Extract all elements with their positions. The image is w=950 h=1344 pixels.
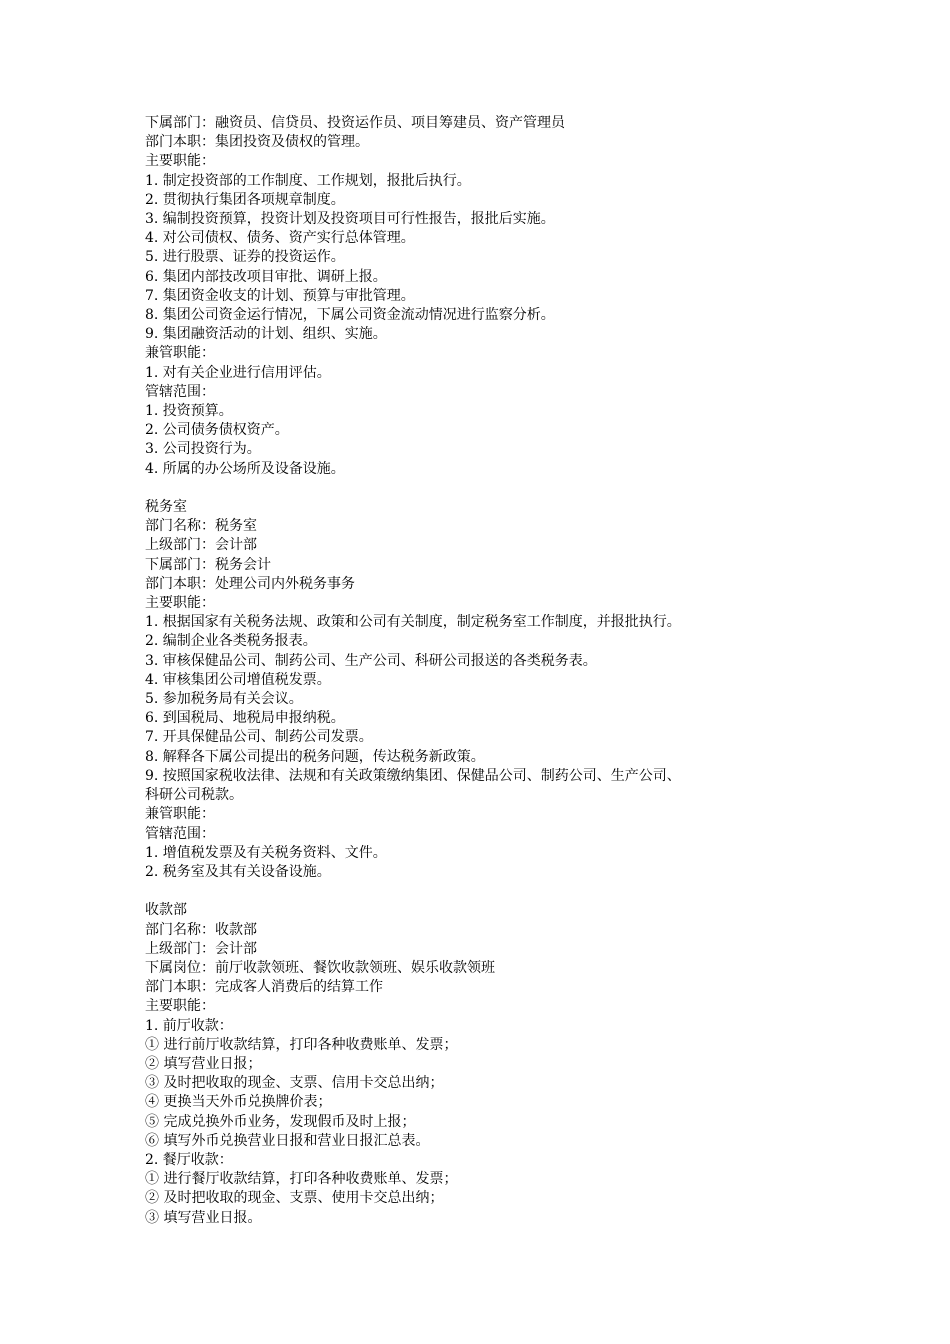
text-line: 8. 集团公司资金运行情况，下属公司资金流动情况进行监察分析。 <box>145 307 555 324</box>
text-line: ⑤ 完成兑换外币业务，发现假币及时上报； <box>145 1113 416 1130</box>
text-line: 部门名称：税务室 <box>145 518 257 535</box>
text-line: 2. 公司债务债权资产。 <box>145 422 289 439</box>
text-line: 4. 审核集团公司增值税发票。 <box>145 671 331 688</box>
text-line: 5. 进行股票、证券的投资运作。 <box>145 249 345 266</box>
text-line: ③ 及时把收取的现金、支票、信用卡交总出纳； <box>145 1075 444 1092</box>
text-line: 部门本职：完成客人消费后的结算工作 <box>145 979 383 996</box>
text-line: 主要职能： <box>145 998 215 1015</box>
text-line: 1. 根据国家有关税务法规、政策和公司有关制度，制定税务室工作制度，并报批执行。 <box>145 614 681 631</box>
document-body <box>145 114 825 1228</box>
text-line: 管辖范围： <box>145 383 215 400</box>
text-line: 8. 解释各下属公司提出的税务问题，传达税务新政策。 <box>145 748 485 765</box>
text-line: ① 进行餐厅收款结算，打印各种收费账单、发票； <box>145 1171 458 1188</box>
text-line: 6. 集团内部技改项目审批、调研上报。 <box>145 268 387 285</box>
text-line: 主要职能： <box>145 153 215 170</box>
text-line: 部门名称：收款部 <box>145 921 257 938</box>
text-line: ② 填写营业日报； <box>145 1055 262 1072</box>
text-line: ② 及时把收取的现金、支票、使用卡交总出纳； <box>145 1190 444 1207</box>
text-line: ④ 更换当天外币兑换牌价表； <box>145 1094 332 1111</box>
text-line: 兼管职能： <box>145 806 215 823</box>
section-tax-office <box>145 498 825 882</box>
text-line: ⑥ 填写外币兑换营业日报和营业日报汇总表。 <box>145 1132 430 1149</box>
text-line: 4. 所属的办公场所及设备设施。 <box>145 460 345 477</box>
paragraph-spacer <box>145 882 825 901</box>
text-line: 主要职能： <box>145 595 215 612</box>
text-line: 6. 到国税局、地税局申报纳税。 <box>145 710 345 727</box>
text-line: 3. 编制投资预算，投资计划及投资项目可行性报告，报批后实施。 <box>145 211 555 228</box>
text-line: 5. 参加税务局有关会议。 <box>145 691 303 708</box>
text-line: 2. 贯彻执行集团各项规章制度。 <box>145 191 345 208</box>
text-line: 9. 按照国家税收法律、法规和有关政策缴纳集团、保健品公司、制药公司、生产公司、 <box>145 767 681 784</box>
text-line: 4. 对公司债权、债务、资产实行总体管理。 <box>145 230 415 247</box>
text-line: 1. 前厅收款： <box>145 1017 233 1034</box>
text-line: 下属部门：税务会计 <box>145 556 271 573</box>
text-line: 2. 税务室及其有关设备设施。 <box>145 863 331 880</box>
text-line: 2. 餐厅收款： <box>145 1151 233 1168</box>
text-line: ① 进行前厅收款结算，打印各种收费账单、发票； <box>145 1036 458 1053</box>
text-line: 上级部门：会计部 <box>145 940 257 957</box>
text-line: 3. 公司投资行为。 <box>145 441 261 458</box>
text-line: 1. 增值税发票及有关税务资料、文件。 <box>145 844 387 861</box>
text-line: 管辖范围： <box>145 825 215 842</box>
section-heading: 收款部 <box>145 902 187 919</box>
text-line: 1. 投资预算。 <box>145 403 233 420</box>
section-investment <box>145 114 825 479</box>
text-line: 3. 审核保健品公司、制药公司、生产公司、科研公司报送的各类税务表。 <box>145 652 597 669</box>
text-line: 部门本职：处理公司内外税务事务 <box>145 575 355 592</box>
text-line: 下属岗位：前厅收款领班、餐饮收款领班、娱乐收款领班 <box>145 959 495 976</box>
text-line: ③ 填写营业日报。 <box>145 1209 262 1226</box>
text-line: 9. 集团融资活动的计划、组织、实施。 <box>145 326 387 343</box>
text-line: 部门本职：集团投资及债权的管理。 <box>145 134 369 151</box>
section-cashier <box>145 901 825 1227</box>
text-line: 兼管职能： <box>145 345 215 362</box>
text-line: 1. 制定投资部的工作制度、工作规划，报批后执行。 <box>145 172 471 189</box>
text-line: 下属部门：融资员、信贷员、投资运作员、项目筹建员、资产管理员 <box>145 115 565 131</box>
paragraph-spacer <box>145 479 825 498</box>
text-line: 1. 对有关企业进行信用评估。 <box>145 364 331 381</box>
text-line: 上级部门：会计部 <box>145 537 257 554</box>
section-heading: 税务室 <box>145 499 187 516</box>
text-line: 7. 集团资金收支的计划、预算与审批管理。 <box>145 287 415 304</box>
text-line: 2. 编制企业各类税务报表。 <box>145 633 317 650</box>
text-line: 7. 开具保健品公司、制药公司发票。 <box>145 729 373 746</box>
text-line: 科研公司税款。 <box>145 787 243 804</box>
